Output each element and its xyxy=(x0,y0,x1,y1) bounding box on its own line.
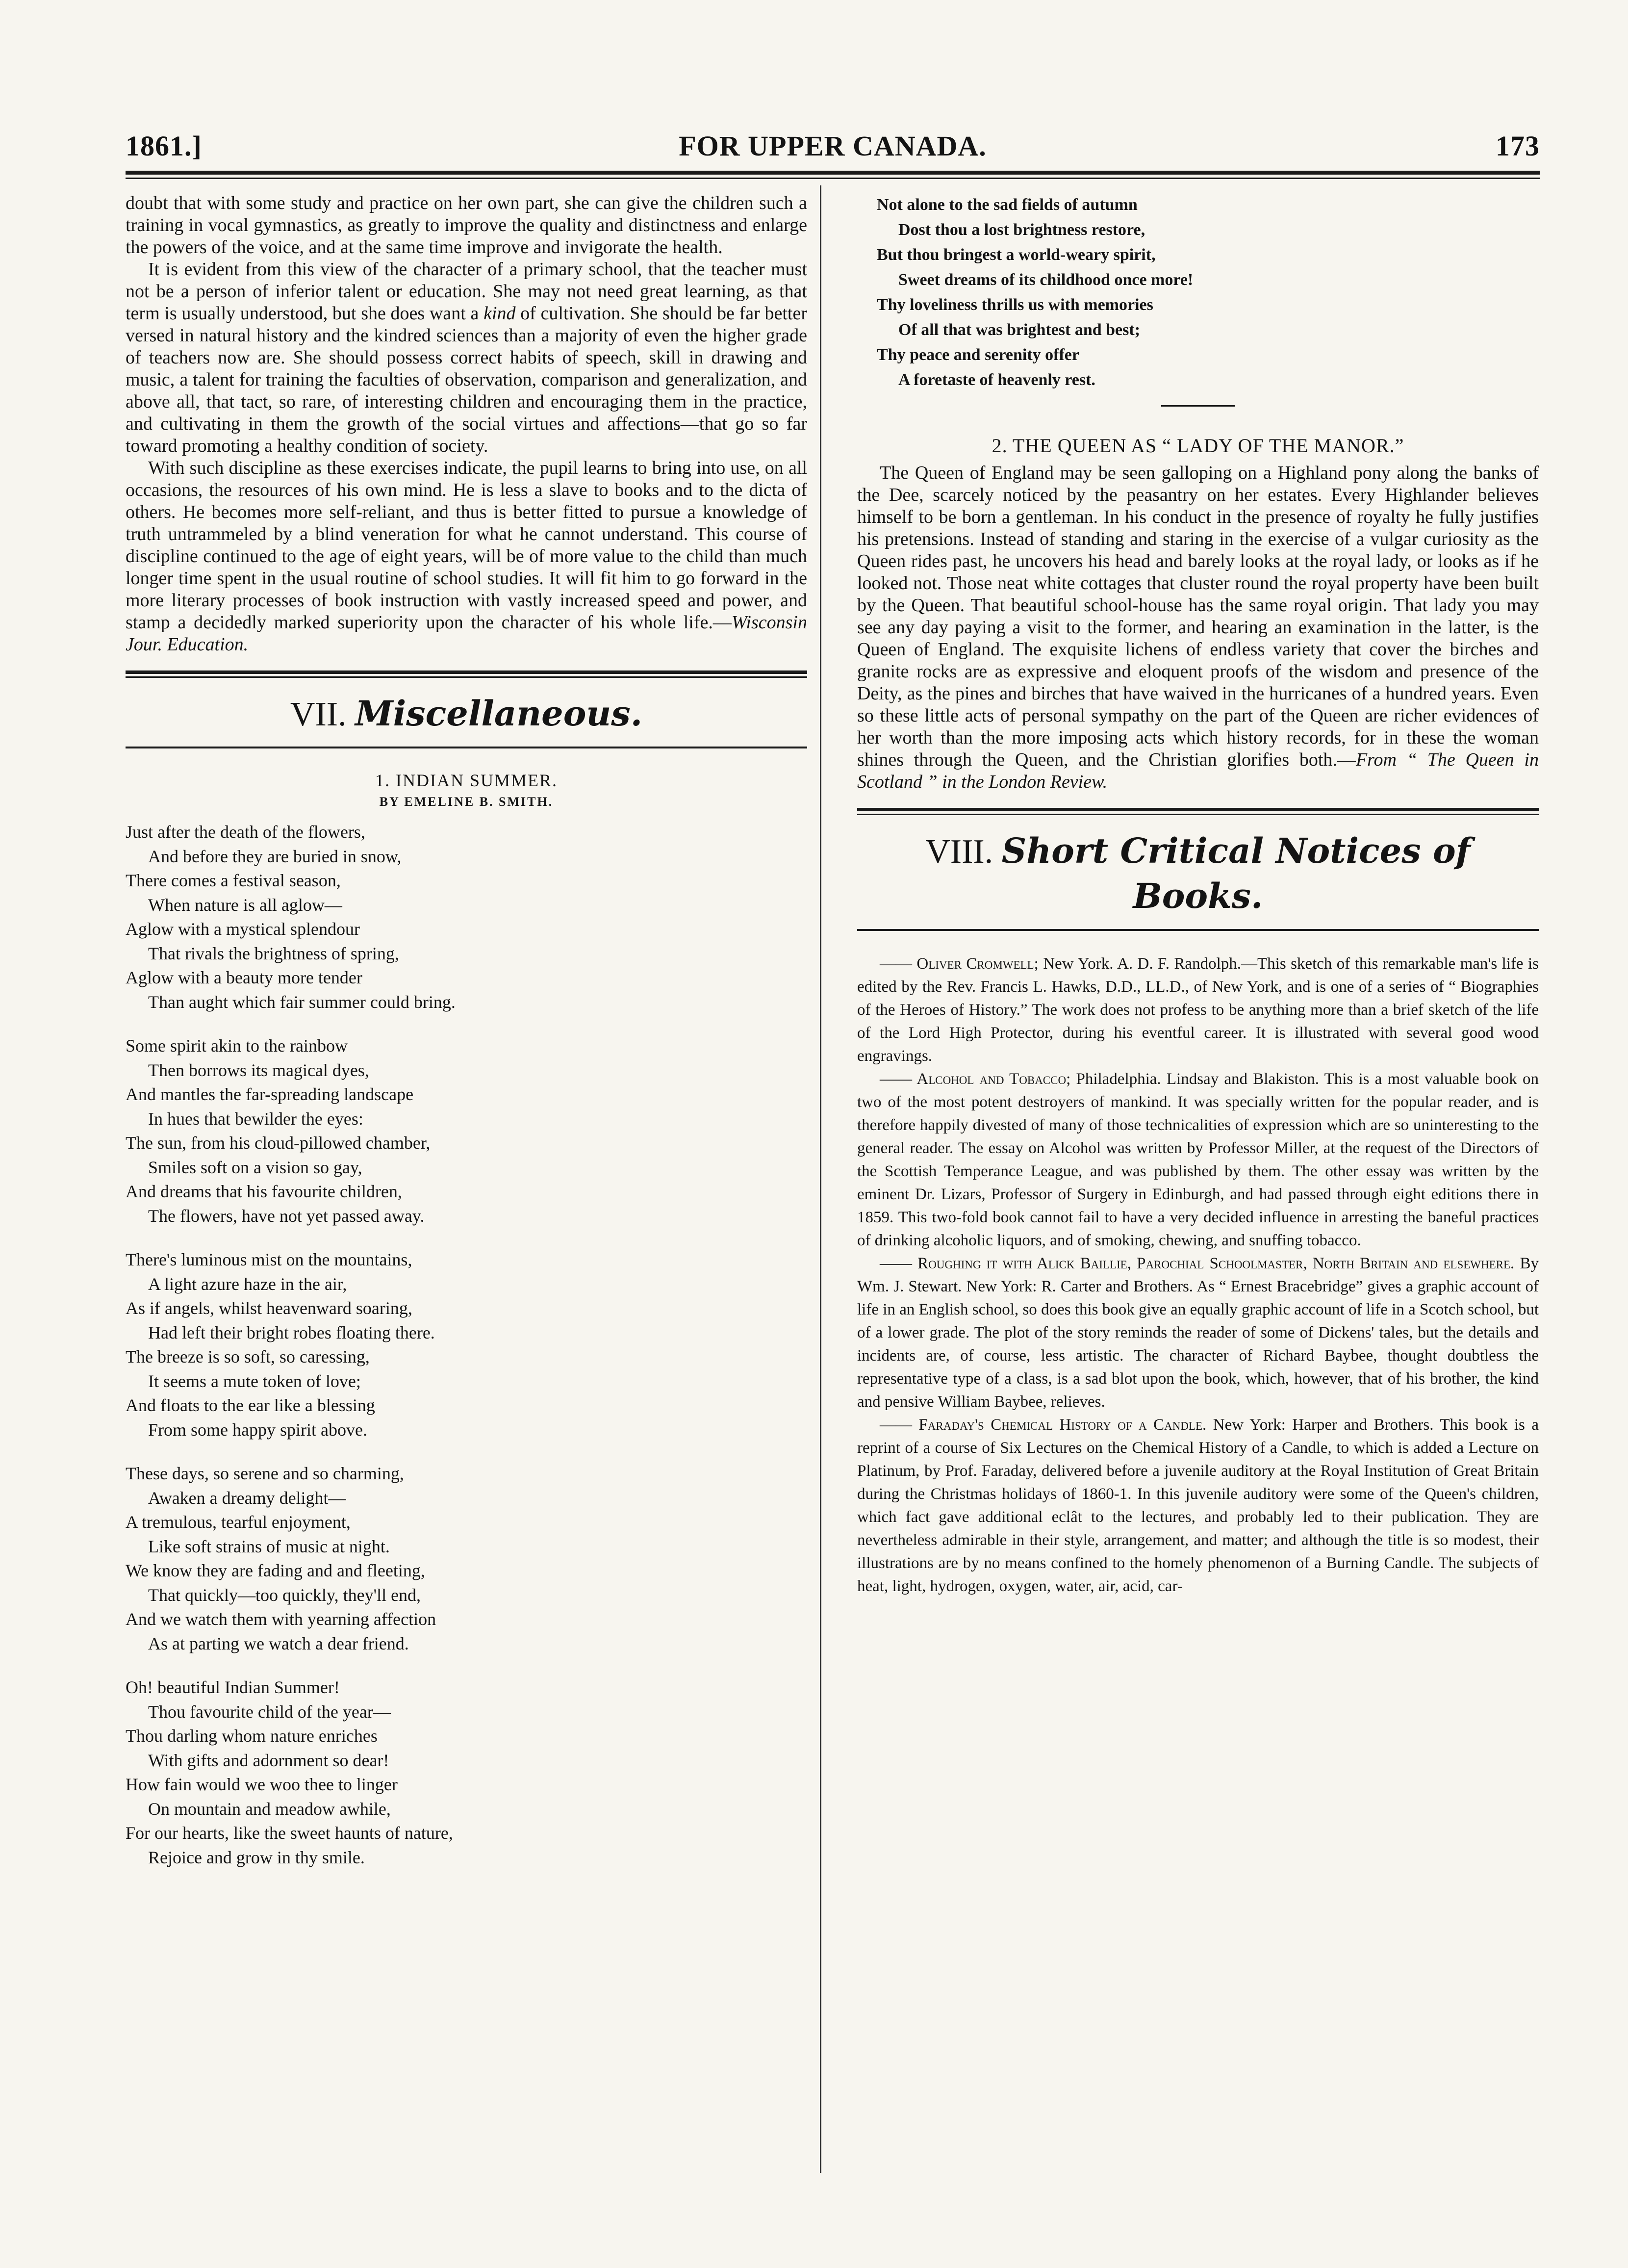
poem-line: We know they are fading and and fleeting, xyxy=(126,1561,425,1580)
short-divider xyxy=(1161,405,1235,407)
stanza xyxy=(126,1034,807,1228)
page-number: 173 xyxy=(1496,130,1540,162)
poem-line: A light azure haze in the air, xyxy=(148,1274,347,1294)
stanza xyxy=(126,1248,807,1442)
poem-line: Not alone to the sad fields of autumn xyxy=(877,196,1138,214)
stanza xyxy=(126,1675,807,1870)
poem-line: Of all that was brightest and best; xyxy=(898,321,1141,339)
poem-line: When nature is all aglow— xyxy=(148,895,342,915)
poem-line: Had left their bright robes floating there. xyxy=(148,1322,435,1342)
poem-line: These days, so serene and so charming, xyxy=(126,1464,404,1483)
poem-line: As if angels, whilst heavenward soaring, xyxy=(126,1298,412,1318)
poem-line: That quickly—too quickly, they'll end, xyxy=(148,1585,421,1605)
poem-line: Thou darling whom nature enriches xyxy=(126,1726,378,1746)
poem-line: A foretaste of heavenly rest. xyxy=(898,371,1095,389)
poem-line: Sweet dreams of its childhood once more! xyxy=(898,271,1194,289)
poem-line: The sun, from his cloud-pillowed chamber, xyxy=(126,1133,431,1153)
paragraph-vocal-gymnastics: doubt that with some study and practice on her own part, she can give the children such a training in vocal gymnastics, as greatly to improve the quality and distinctness and enlarge the powers of the voice, and at the same time improve and invigorate the health. xyxy=(126,193,807,258)
source-citation: Wisconsin Jour. Education. xyxy=(126,612,807,655)
poem-line: Thy peace and serenity offer xyxy=(877,346,1079,364)
poem-line: Awaken a dreamy delight— xyxy=(148,1488,346,1508)
poem-line: As at parting we watch a dear friend. xyxy=(148,1633,409,1653)
poem-line: Aglow with a mystical splendour xyxy=(126,919,360,939)
poem-line: Then borrows its magical dyes, xyxy=(148,1060,369,1080)
book-notice: —— Oliver Cromwell; New York. A. D. F. Randolph.—This sketch of this remarkable man's life is edited by the Rev. Francis L. Hawks, D.D., LL.D., of New York, and is one of a series of “ Biographies of the Heroes of History.” The work does not profess to be anything more than a brief sketch of the life of the Lord High Protector, during his eventful career. It is illustrated with several good wood engravings. xyxy=(857,955,1539,1065)
left-column xyxy=(126,192,807,1889)
poem-line: A tremulous, tearful enjoyment, xyxy=(126,1512,351,1532)
poem-line: And mantles the far-spreading landscape xyxy=(126,1084,414,1104)
poem-line: That rivals the brightness of spring, xyxy=(148,943,399,963)
poem-line: Rejoice and grow in thy smile. xyxy=(148,1847,365,1867)
poem-continuation xyxy=(877,192,1539,392)
poem-line: And dreams that his favourite children, xyxy=(126,1182,402,1201)
header-title: FOR UPPER CANADA. xyxy=(679,130,987,162)
poem-line: But thou bringest a world-weary spirit, xyxy=(877,246,1156,264)
poem-line: It seems a mute token of love; xyxy=(148,1371,361,1391)
column-divider xyxy=(820,185,821,2173)
poem-line: There comes a festival season, xyxy=(126,871,341,890)
poem-line: Oh! beautiful Indian Summer! xyxy=(126,1677,340,1697)
section-heading-miscellaneous: VII. Miscellaneous. xyxy=(290,693,643,734)
poem-line: For our hearts, like the sweet haunts of nature, xyxy=(126,1823,453,1843)
section-heading-underline xyxy=(126,747,807,748)
poem-line: Than aught which fair summer could bring. xyxy=(148,992,456,1012)
poem-line: The flowers, have not yet passed away. xyxy=(148,1206,425,1226)
right-column xyxy=(857,192,1539,1598)
poem-line: Aglow with a beauty more tender xyxy=(126,968,362,987)
stanza xyxy=(126,820,807,1014)
stanza xyxy=(126,1462,807,1656)
book-notices xyxy=(857,953,1539,1598)
poem-line: Like soft strains of music at night. xyxy=(148,1536,390,1556)
poem-line: And we watch them with yearning affection xyxy=(126,1609,436,1629)
source-citation: From “ The Queen in Scotland ” in the London Review. xyxy=(857,749,1539,792)
poem-line: Smiles soft on a vision so gay, xyxy=(148,1157,362,1177)
book-notice: —— Alcohol and Tobacco; Philadelphia. Lindsay and Blakiston. This is a most valuable book on two of the most potent destroyers of mankind. It was specially written for the popular reader, and is therefore happily divested of many of those technicalities of expression which are so uninteresting to the general reader. The essay on Alcohol was written by Professor Miller, at the request of the Directors of the Scottish Temperance League, and was published by them. The other essay was written by the eminent Dr. Lizars, Professor of Surgery in Edinburgh, and had passed through eight editions there in 1859. This two-fold book cannot fail to have a very decided influence in arresting the baneful practices of drinking alcoholic liquors, and of smoking, chewing, and snuffing tobacco. xyxy=(857,1070,1539,1249)
poem-line: Some spirit akin to the rainbow xyxy=(126,1036,348,1056)
poem-line: On mountain and meadow awhile, xyxy=(148,1799,391,1819)
section-heading-underline xyxy=(857,929,1539,931)
book-notice: —— Faraday's Chemical History of a Candle. New York: Harper and Brothers. This book is a reprint of a course of Six Lectures on the Chemical History of a Candle, to which is added a Lecture on Platinum, by Prof. Faraday, delivered before a juvenile auditory at the Royal Institution of Great Britain during the Christmas holidays of 1860-1. In this juvenile auditory were some of the Queen's children, which fact gave additional eclât to the lectures, and probably led to their publication. They are nevertheless admirable in their style, arrangement, and matter; and although the title is so modest, their illustrations are by no means confined to the homely phenomenon of a Burning Candle. The subjects of heat, light, hydrogen, oxygen, water, air, acid, car- xyxy=(857,1416,1539,1595)
section-heading-book-notices: VIII. Short Critical Notices of Books. xyxy=(925,830,1471,916)
poem-indian-summer xyxy=(126,820,807,1870)
poem-line: Thy loveliness thrills us with memories xyxy=(877,296,1153,314)
poem-line: Thou favourite child of the year— xyxy=(148,1701,391,1722)
paragraph-discipline: With such discipline as these exercises indicate, the pupil learns to bring into use, on all occasions, the resources of his own mind. He is less a slave to books and to the dicta of others. He becomes more self-reliant, and thus is better fitted to pursue a knowledge of truth untrammeled by a blind veneration for what he cannot understand. This course of discipline continued to the age of eight years, will be of more value to the child than much longer time spent in the usual routine of school studies. It will fit him to go forward in the more literary processes of book instruction with vastly increased speed and power, and stamp a decidedly marked superiority upon the character of his whole life.—Wisconsin Jour. Education. xyxy=(126,458,807,655)
poem-line: And before they are buried in snow, xyxy=(148,846,402,866)
article-heading-queen: 2. THE QUEEN AS “ LADY OF THE MANOR.” xyxy=(992,435,1404,457)
running-head xyxy=(126,123,1540,167)
book-notice: —— Roughing it with Alick Baillie, Parochial Schoolmaster, North Britain and elsewhere. By Wm. J. Stewart. New York: R. Carter and Brothers. As “ Ernest Bracebridge” gives a graphic account of life in an English school, so does this book give an equally graphic account of life in a Scotch school, but of a lower grade. The plot of the story reminds the reader of some of Dickens' tales, but the details and incidents are, of course, less artistic. The character of Richard Baybee, thought doubtless the representative type of a class, is a sad blot upon the book, which, however, that of his brother, the kind and pensive William Baybee, relieves. xyxy=(857,1255,1539,1411)
header-rule-thin xyxy=(126,178,1540,179)
poem-line: How fain would we woo thee to linger xyxy=(126,1775,398,1794)
poem-title: 1. INDIAN SUMMER. xyxy=(375,771,558,790)
poem-line: Just after the death of the flowers, xyxy=(126,822,365,842)
poem-line: From some happy spirit above. xyxy=(148,1419,367,1440)
poem-line: There's luminous mist on the mountains, xyxy=(126,1250,412,1269)
section-rule xyxy=(126,670,807,678)
poem-author: BY EMELINE B. SMITH. xyxy=(379,795,554,809)
poem-line: And floats to the ear like a blessing xyxy=(126,1395,375,1415)
poem-line: With gifts and adornment so dear! xyxy=(148,1750,389,1770)
paragraph-teacher-character: It is evident from this view of the character of a primary school, that the teacher must not be a person of inferior talent or education. She may not need great learning, as that term is usually understood, but she does want a kind of cultivation. She should be far better versed in natural history and the kindred sciences than a majority of even the higher grade of teachers now are. She should possess correct habits of speech, skill in drawing and music, a talent for training the faculties of observation, comparison and generalization, and above all, that tact, so rare, of interesting children and encouraging them in the practice, and cultivating in them the growth of the social virtues and affections—that go so far toward promoting a healthy condition of society. xyxy=(126,259,807,456)
header-year: 1861.] xyxy=(126,130,202,162)
section-rule xyxy=(857,808,1539,815)
poem-line: In hues that bewilder the eyes: xyxy=(148,1108,363,1129)
poem-line: Dost thou a lost brightness restore, xyxy=(898,221,1145,239)
paragraph-queen: The Queen of England may be seen galloping on a Highland pony along the banks of the Dee, scarcely noticed by the peasantry on her estates. Every Highlander believes himself to be born a gentleman. In his conduct in the presence of royalty he fully justifies his pretensions. Instead of standing and staring in the exercise of a vulgar curiosity as the Queen rides past, he uncovers his head and barely looks at the royal lady, or looks as if he looked not. Those neat white cottages that cluster round the royal property have been built by the Queen. That beautiful school-house has the same royal origin. That lady you may see any day paying a visit to the former, and hearing an examination in the latter, is the Queen of England. The exquisite lichens of endless variety that cover the birches and granite rocks are as expressive and eloquent proofs of the wisdom and presence of the Deity, as the pines and birches that have waived in the hurricanes of a hundred years. Even so these little acts of personal sympathy on the part of the Queen are richer evidences of her worth than the more imposing acts which history records, for in these the woman shines through the Queen, and the Christian glorifies both.—From “ The Queen in Scotland ” in the London Review. xyxy=(857,463,1539,792)
header-rule-thick xyxy=(126,171,1540,175)
poem-line: The breeze is so soft, so caressing, xyxy=(126,1347,370,1366)
